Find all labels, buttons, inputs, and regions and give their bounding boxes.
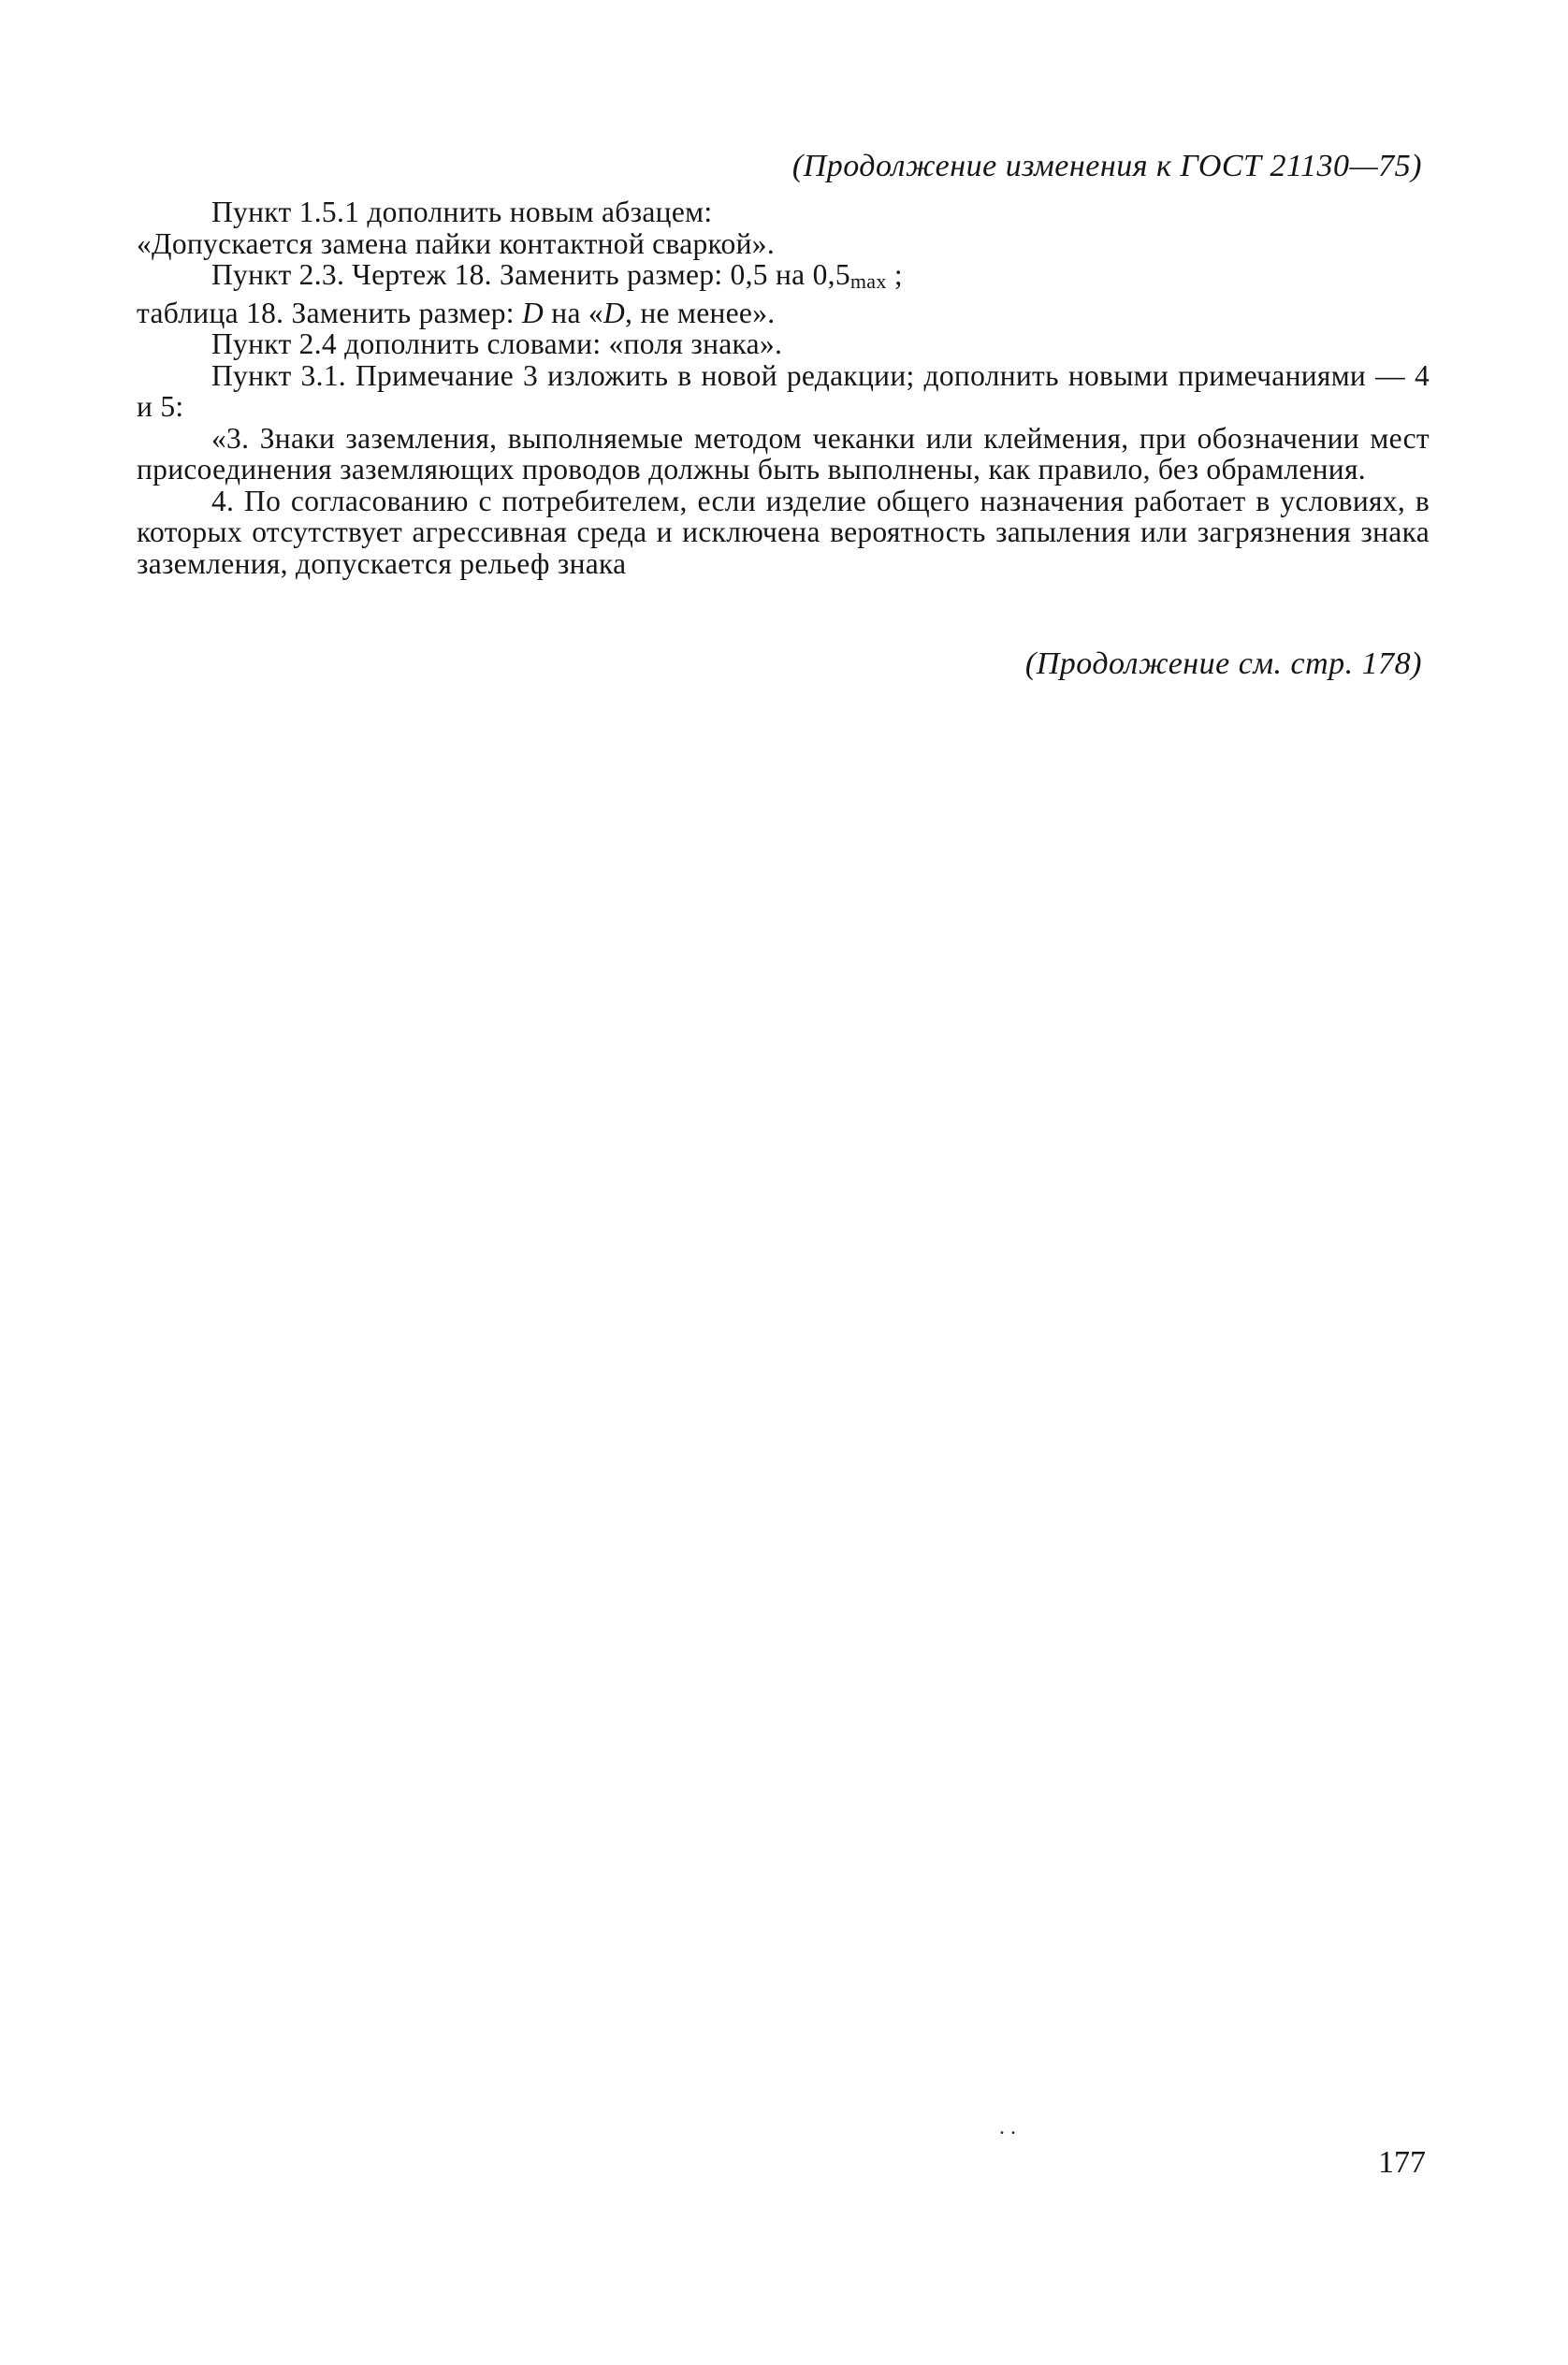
variable-d: D	[522, 296, 544, 329]
paragraph-8: 4. По согласованию с потребителем, если изделие общего назначения работает в условиях, в которых отсутствует агрессивная среда и исключена вероятность запыления или загрязнения знака заземления, допускается рельеф знака	[137, 484, 1430, 580]
paragraph-5: Пункт 2.4 дополнить словами: «поля знака».	[211, 327, 783, 360]
paragraph-3	[137, 259, 1430, 297]
running-head: (Продолжение изменения к ГОСТ 21130—75)	[791, 149, 1422, 183]
subscript-max: max	[849, 269, 887, 293]
paragraph-3-tail: ;	[886, 258, 903, 291]
paragraph-2: «Допускается замена пайки контактной сваркой».	[137, 226, 775, 260]
variable-d-2: D	[603, 296, 626, 329]
page-number: 177	[1378, 2145, 1426, 2180]
body-text	[137, 196, 1430, 579]
paragraph-1: Пункт 1.5.1 дополнить новым абзацем:	[211, 196, 713, 228]
paragraph-4-tail: , не менее».	[625, 296, 776, 329]
paragraph-6: Пункт 3.1. Примечание 3 изложить в новой редакции; дополнить новыми примечаниями — 4 и 5:	[137, 358, 1430, 423]
continuation-note: (Продолжение см. стр. 178)	[1024, 646, 1422, 681]
scan-specks: . .	[999, 2115, 1016, 2140]
paragraph-4	[137, 297, 1430, 329]
paragraph-7: «3. Знаки заземления, выполняемые методом чеканки или клеймения, при обозначении мест присоединения заземляющих проводов должны быть выполнены, как правило, без обрамления.	[137, 421, 1430, 486]
paragraph-4-text: таблица 18. Заменить размер:	[137, 296, 515, 329]
paragraph-4-mid: на «	[544, 296, 603, 329]
paragraph-3-text: Пункт 2.3. Чертеж 18. Заменить размер: 0,5 на 0,5	[211, 258, 850, 291]
